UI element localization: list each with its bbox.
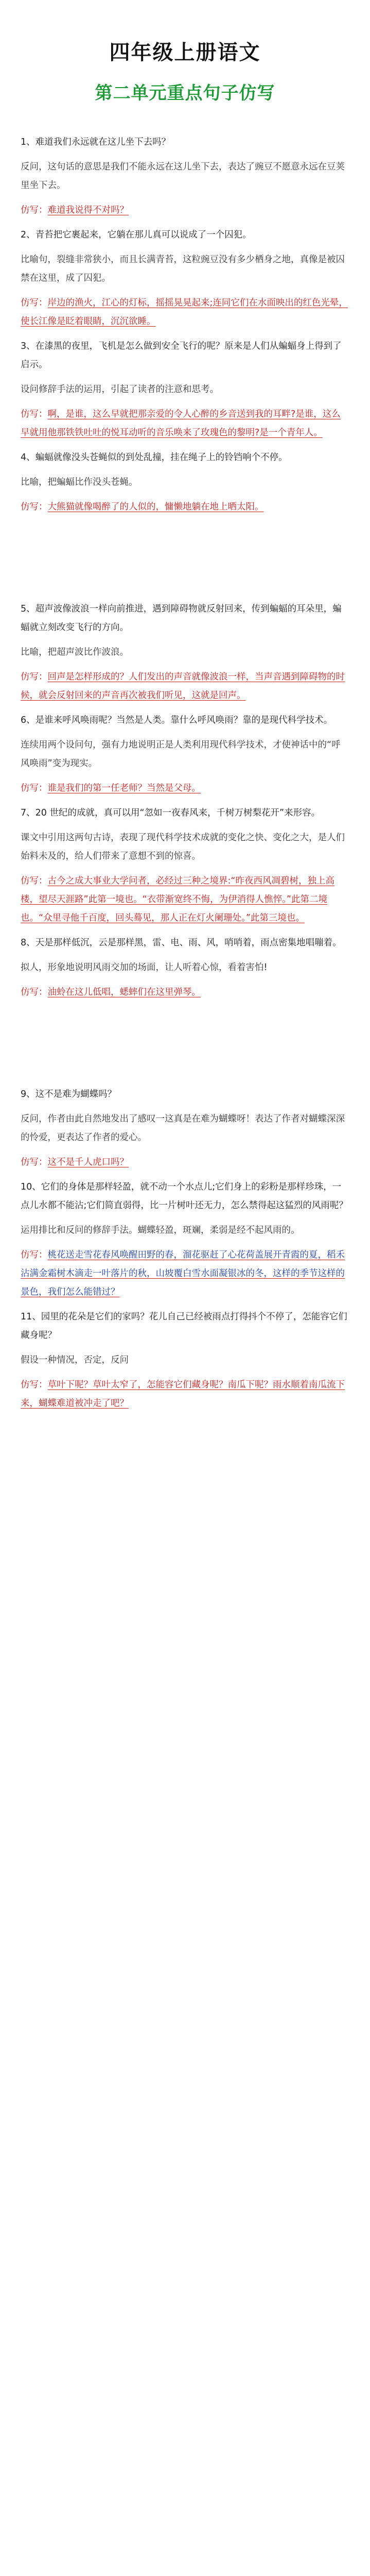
sentence-question: 11、园里的花朵是它们的家吗？花儿自己已经被雨点打得抖个不停了，怎能容它们藏身呢？ xyxy=(21,1312,347,1341)
sentence-imitation xyxy=(21,983,349,1002)
imitation-text: 难道我说得不对吗？ xyxy=(47,205,129,215)
sentence-imitation xyxy=(21,1246,349,1301)
sentence-analysis: 比喻，把蝙蝠比作没头苍蝇。 xyxy=(21,477,138,487)
section-spacer xyxy=(21,1008,349,1085)
sentence-question: 3、在漆黑的夜里，飞机是怎么做到安全飞行的呢？原来是人们从蝙蝠身上得到了启示。 xyxy=(21,341,342,370)
sentence-analysis: 设问修辞手法的运用，引起了读者的注意和思考。 xyxy=(21,384,219,395)
sentence-question: 1、难道我们永远就在这儿坐下去吗？ xyxy=(21,137,171,147)
imitation-label: 仿写： xyxy=(21,1250,48,1260)
imitation-label: 仿写： xyxy=(21,672,48,682)
imitation-label: 仿写： xyxy=(21,502,48,512)
sentence-question: 10、它们的身体是那样轻盈，就不动一个水点儿;它们身上的彩粉是那样珍珠，一点儿水都不能沾;它们简直弱得，比一片树叶还无力，怎么禁得起这猛烈的风雨呢？ xyxy=(21,1182,348,1211)
imitation-text: 岸边的渔火，江心的灯标，摇摇晃晃起来;连同它们在水面映出的红色光晕，使长江像是眨着眼睛，沉沉欲睡。 xyxy=(21,298,348,327)
sentence-item xyxy=(21,1178,349,1301)
sentence-analysis: 比喻，把超声波比作波浪。 xyxy=(21,647,129,657)
sentence-analysis: 拟人，形象地说明风雨交加的场面，让人听着心惊，看着害怕! xyxy=(21,962,268,973)
document-subtitle: 第二单元重点句子仿写 xyxy=(95,83,275,104)
imitation-text: 油蛉在这儿低唱，蟋蟀们在这里弹琴。 xyxy=(47,987,201,997)
sentence-question: 6、是谁来呼风唤雨呢？当然是人类。靠什么呼风唤雨？靠的是现代科学技术。 xyxy=(21,715,333,725)
sentence-question: 4、蝙蝠就像没头苍蝇似的到处乱撞，挂在绳子上的铃铛响个不停。 xyxy=(21,452,288,463)
imitation-text: 啊，是谁，这么早就把那亲爱的令人心醉的乡音送到我的耳畔?是谁，这么早就用他那铁铁吐吐的悦耳动听的音乐唤来了玫瑰色的黎明?是一个青年人。 xyxy=(21,409,341,438)
sentence-item xyxy=(21,448,349,516)
imitation-text: 回声是怎样形成的？人们发出的声音就像波浪一样，当声音遇到障碍物的时候，就会反射回来的声音再次被我们听见，这就是回声。 xyxy=(21,672,345,701)
imitation-label: 仿写： xyxy=(21,783,48,793)
imitation-text: 古今之成大事业大学问者，必经过三种之境界:“昨夜西风凋碧树，独上高楼，望尽天涯路”此第一境也。“衣带渐宽终不悔，为伊消得人憔悴。”此第二境也。“众里寻他千百度，回头蓦见，那人正在灯火阑珊处。”此第三境也。 xyxy=(21,876,334,923)
sentence-imitation xyxy=(21,779,349,798)
sentence-question: 5、超声波像波浪一样向前推进，遇到障碍物就反射回来，传到蝙蝠的耳朵里，蝙蝠就立刻改变飞行的方向。 xyxy=(21,604,342,633)
sentence-imitation xyxy=(21,668,349,705)
imitation-label: 仿写： xyxy=(21,876,48,886)
sentence-analysis: 运用排比和反问的修辞手法。蝴蝶轻盈，斑斓，柔弱是经不起风雨的。 xyxy=(21,1225,300,1235)
sentence-analysis: 假设一种情况，否定，反问 xyxy=(21,1355,129,1365)
sentence-imitation xyxy=(21,201,349,219)
sentence-question: 7、20 世纪的成就，真可以用“忽如一夜春风来，千树万树梨花开”来形容。 xyxy=(21,808,321,818)
sentence-imitation xyxy=(21,498,349,516)
imitation-label: 仿写： xyxy=(21,1157,48,1167)
sentence-item xyxy=(21,1085,349,1172)
sentence-analysis: 比喻句，裂缝非常狭小，而且长满青苔，这粒豌豆没有多少栖身之地，真像是被囚禁在这里，成了囚犯。 xyxy=(21,255,345,283)
sentence-question: 9、这不是难为蝴蝶吗？ xyxy=(21,1089,117,1099)
imitation-label: 仿写： xyxy=(21,1380,48,1390)
sentence-analysis: 连续用两个设问句，强有力地说明正是人类利用现代科学技术，才使神话中的“呼风唤雨”变为现实。 xyxy=(21,740,341,769)
sentence-list xyxy=(21,133,349,1413)
imitation-label: 仿写： xyxy=(21,205,48,215)
sentence-analysis: 反问，这句话的意思是我们不能永远在这儿坐下去，表达了豌豆不愿意永远在豆荚里坐下去。 xyxy=(21,162,345,191)
sentence-imitation xyxy=(21,294,349,331)
sentence-imitation xyxy=(21,1376,349,1413)
sentence-analysis: 课文中引用这两句古诗，表现了现代科学技术成就的变化之快、变化之大，是人们始料未及的，给人们带来了意想不到的惊喜。 xyxy=(21,833,345,861)
sentence-item xyxy=(21,600,349,705)
sentence-item xyxy=(21,337,349,442)
imitation-text: 草叶下呢？草叶太窄了，怎能容它们藏身呢？南瓜下呢？雨水顺着南瓜流下来，蝴蝶难道被冲走了吧？ xyxy=(21,1380,345,1409)
sentence-item xyxy=(21,934,349,1002)
sentence-item xyxy=(21,1308,349,1413)
sentence-item xyxy=(21,711,349,798)
imitation-text: 大熊猫就像喝醉了的人似的，慵懒地躺在地上晒太阳。 xyxy=(47,502,264,512)
sentence-imitation xyxy=(21,872,349,927)
imitation-label: 仿写： xyxy=(21,409,48,419)
document-title: 四年级上册语文 xyxy=(109,41,261,64)
imitation-text: 谁是我们的第一任老师？当然是父母。 xyxy=(47,783,201,793)
imitation-label: 仿写： xyxy=(21,298,48,308)
sentence-analysis: 反问，作者由此自然地发出了感叹一这真是在难为蝴蝶呀！表达了作者对蝴蝶深深的怜爱，更表达了作者的爱心。 xyxy=(21,1114,345,1143)
sentence-imitation xyxy=(21,1153,349,1172)
sentence-question: 2、青苔把它裹起来，它躺在那儿真可以说成了一个囚犯。 xyxy=(21,230,252,240)
imitation-text: 桃花送走雪花春风唤醒田野的春，溜花驱赶了心花荷盖展开青霞的夏，稻禾沾满金霜树木滴走一叶落片的秋，山坡覆白雪水面凝银冰的冬，这样的季节这样的景色，我们怎么能错过？ xyxy=(21,1250,345,1297)
imitation-label: 仿写： xyxy=(21,987,48,997)
section-spacer xyxy=(21,522,349,600)
sentence-item xyxy=(21,226,349,331)
sentence-item xyxy=(21,804,349,927)
sentence-item xyxy=(21,133,349,219)
sentence-imitation xyxy=(21,405,349,442)
sentence-question: 8、天是那样低沉，云是那样黑，雷、电、雨、风，哨哨着，雨点密集地唱嘣着。 xyxy=(21,938,342,948)
imitation-text: 这不是千人虎口吗？ xyxy=(47,1157,129,1167)
